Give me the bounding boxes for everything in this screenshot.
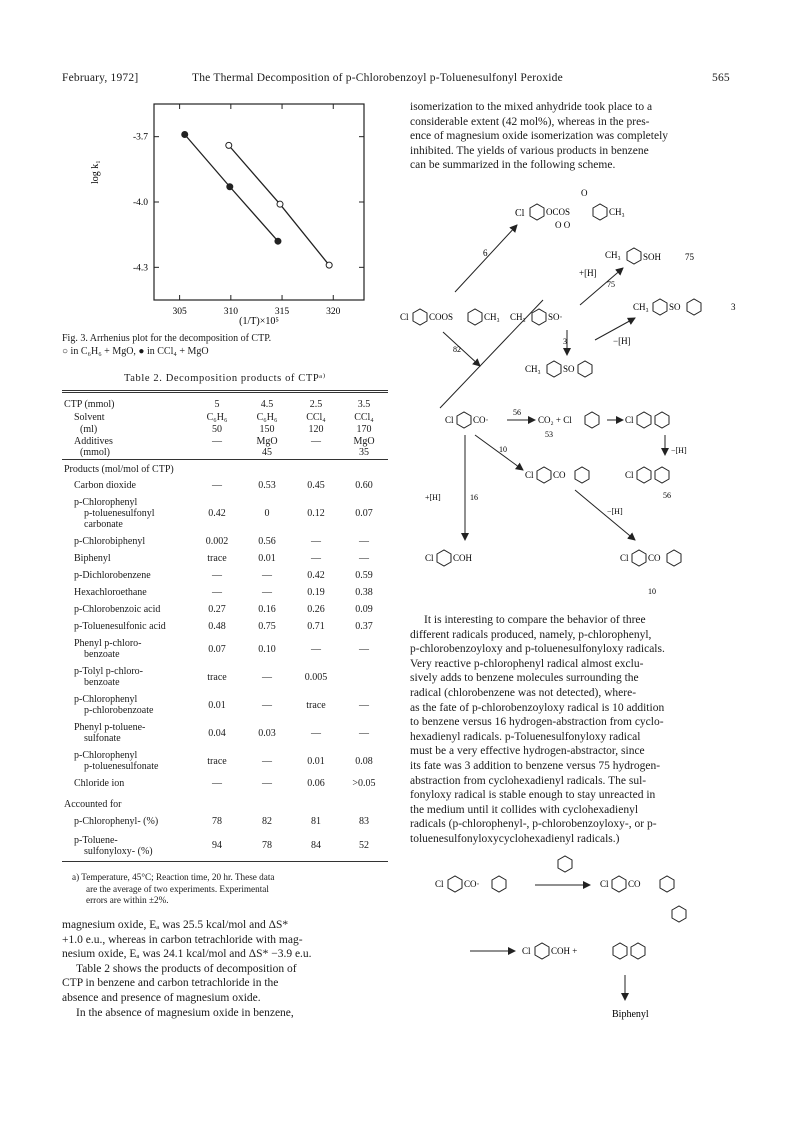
yield-label: 10 (499, 445, 507, 454)
table-row (62, 663, 388, 691)
row-label: p-Chlorobiphenyl (74, 536, 146, 547)
yield-label: 10 (648, 587, 656, 596)
row-label (62, 663, 192, 691)
benzene-ring (632, 550, 646, 566)
cell-value: 35 (359, 447, 369, 459)
cell-value: — (359, 536, 369, 547)
cell-value: 50 (212, 423, 222, 435)
cl-label: Cl (522, 946, 531, 956)
formula-fragment: COOS (429, 312, 454, 322)
cell-value: 0.10 (258, 643, 276, 655)
cell-value: 94 (192, 831, 242, 861)
benzene-ring (627, 248, 641, 264)
cell-value: 4.5 (260, 398, 274, 410)
row-label-line: p-Chlorophenyl (74, 497, 138, 508)
table-row (62, 584, 388, 601)
benzene-ring (413, 309, 427, 325)
cell-value: 52 (340, 831, 388, 861)
cell-value: — (262, 587, 272, 598)
benzene-ring (687, 299, 701, 315)
cell-value: 0.005 (304, 671, 328, 683)
table-footnote (72, 872, 382, 907)
text-line: as the fate of p-chlorobenzoyloxy radical is 10 addition (410, 701, 665, 714)
row-label: Hexachloroethane (74, 587, 147, 598)
cell-value: 0.16 (258, 604, 276, 615)
ch3-label: CH₃ (510, 312, 526, 322)
y-tick-label: -3.7 (132, 132, 148, 143)
benzene-ring (655, 467, 669, 483)
cell-value: 0.42 (208, 508, 226, 519)
cell-value: 0 (264, 508, 270, 519)
table-top-rule-2 (62, 392, 388, 393)
table-row (62, 618, 388, 635)
formula-fragment: CO (628, 879, 641, 889)
cell-value: 0.45 (307, 480, 325, 491)
cell-value: CCl₄ (354, 411, 374, 423)
text-line: toluenesulfonyloxycyclohexadienyl radicals.) (410, 832, 620, 845)
text-line: magnesium oxide, Eₐ was 25.5 kcal/mol and ΔS* (62, 919, 289, 931)
row-label: p-Dichlorobenzene (74, 570, 151, 581)
row-label: p-Toluenesulfonic acid (74, 621, 166, 632)
table-row (62, 635, 388, 663)
yield-label: 16 (470, 493, 478, 502)
table-row (62, 494, 388, 533)
formula-fragment: COH (453, 553, 473, 563)
cl-label: Cl (400, 312, 409, 322)
cell-value: — (262, 671, 272, 683)
formula-fragment: CO (648, 553, 661, 563)
cell-value: 82 (262, 816, 272, 827)
y-tick-label: -4.3 (132, 263, 148, 274)
text-line: Very reactive p-chlorophenyl radical almost exclu- (410, 657, 644, 670)
benzene-ring (612, 876, 626, 892)
cell-value: — (262, 755, 272, 767)
cell-value: 0.75 (258, 621, 276, 632)
cell-value: — (311, 435, 321, 447)
cell-value (340, 663, 388, 691)
ch3-label: CH₃ (605, 250, 621, 260)
hminus-label: −[H] (671, 446, 687, 455)
cell-value: 0.06 (307, 778, 325, 789)
ch3-label: CH₃ (525, 364, 541, 374)
text-line: radicals (p-chlorophenyl-, p-chlorobenzoyloxy-, or p- (410, 818, 657, 831)
bottom-scheme (430, 855, 740, 1035)
left-text (62, 918, 388, 1020)
cell-value: 45 (262, 447, 272, 459)
cell-value: 2.5 (309, 398, 323, 410)
row-label-line: Phenyl p-toluene- (74, 722, 146, 733)
text-line: In the absence of magnesium oxide in benzene, (76, 1006, 294, 1019)
text-line: absence and presence of magnesium oxide. (62, 991, 261, 1004)
data-point (277, 201, 283, 207)
cell-value: 0.26 (307, 604, 325, 615)
footnote-line1: a) Temperature, 45°C; Reaction time, 20 hr. These data (72, 872, 275, 882)
benzene-ring (637, 412, 651, 428)
text-line: considerable extent (42 mol%), whereas in the pres- (410, 115, 650, 128)
row-label: Biphenyl (74, 553, 111, 564)
cell-value: trace (207, 553, 227, 564)
benzene-ring (631, 943, 645, 959)
benzene-ring (578, 361, 592, 377)
data-point (275, 238, 281, 244)
x-tick-label: 315 (274, 307, 290, 317)
cell-value: — (262, 778, 272, 789)
cell-value: C₆H₆ (256, 411, 278, 423)
row-label: (ml) (80, 423, 98, 435)
cell-value: 170 (356, 423, 372, 435)
products-heading (62, 459, 388, 477)
row-label (62, 494, 192, 533)
row-label-line: p-Chlorophenyl (74, 750, 138, 761)
yield-label: 75 (685, 252, 694, 262)
cl-label: Cl (625, 470, 634, 480)
cell-value: 0.002 (205, 536, 229, 547)
row-label: Products (mol/mol of CTP) (62, 459, 388, 477)
yield-label: 56 (513, 408, 521, 417)
cell-value: >0.05 (352, 778, 376, 789)
cell-value: MgO (256, 435, 278, 447)
text-line: different radicals produced, namely, p-chlorophenyl, (410, 628, 652, 641)
benzene-ring (660, 876, 674, 892)
formula-fragment: O (581, 188, 588, 198)
cell-value: 78 (212, 816, 222, 827)
biphenyl-label: Biphenyl (612, 1009, 649, 1020)
text-line: Table 2 shows the products of decomposition of (76, 962, 297, 975)
cell-value: — (212, 570, 222, 581)
benzene-ring (457, 412, 471, 428)
cell-value: 0.37 (355, 621, 373, 632)
benzene-ring (667, 550, 681, 566)
cell-value: 0.09 (355, 604, 373, 615)
benzene-ring (575, 467, 589, 483)
row-label-line: p-Tolyl p-chloro- (74, 666, 144, 677)
cell-value: — (359, 643, 369, 655)
footnote-line3: errors are within ±2%. (86, 895, 169, 905)
table-row (62, 477, 388, 494)
text-line: can be summarized in the following scheme. (410, 159, 616, 172)
text-line: +1.0 e.u., whereas in carbon tetrachloride with mag- (62, 933, 303, 946)
benzene-ring (637, 467, 651, 483)
benzene-ring (593, 204, 607, 220)
cell-value: — (311, 553, 321, 564)
row-label: Solvent (74, 411, 105, 423)
y-tick-label: -4.0 (132, 198, 148, 208)
table-row (62, 567, 388, 584)
cell-value: 0.27 (208, 604, 226, 615)
cell-value: 0.12 (307, 508, 325, 519)
table-row (62, 775, 388, 792)
cell-value: MgO (353, 435, 375, 447)
data-point (326, 262, 332, 268)
reaction-scheme (395, 180, 750, 620)
cl-label: Cl (435, 879, 444, 889)
accounted-heading (62, 792, 388, 812)
row-label-line: p-toluenesulfonyl (84, 508, 155, 519)
cell-value: 0.48 (208, 621, 226, 632)
cl-label: Cl (525, 470, 534, 480)
cell-value (192, 447, 242, 459)
table-row (62, 601, 388, 618)
table-row (62, 747, 388, 775)
x-tick-label: 320 (326, 307, 341, 317)
yield-label: 6 (483, 248, 488, 258)
cell-value: 0.01 (258, 553, 276, 564)
cell-value: C₆H₆ (206, 411, 228, 423)
products-table (62, 397, 388, 862)
x-axis-label: (1/T)×10⁵ (239, 316, 279, 327)
right-top-text (410, 100, 735, 173)
formula-fragment: CH₃ (609, 207, 625, 217)
cell-value: 84 (292, 831, 340, 861)
table-row (62, 691, 388, 719)
benzene-ring (672, 906, 686, 922)
row-label (62, 691, 192, 719)
figure-caption-line2: ○ in C₆H₆ + MgO, ● in CCl₄ + MgO (62, 345, 209, 357)
cell-value: — (212, 587, 222, 598)
additives-row (62, 435, 388, 447)
ml-row (62, 423, 388, 435)
cell-value: trace (207, 671, 227, 683)
ch3-label: CH₃ (633, 302, 649, 312)
cell-value: — (311, 643, 321, 655)
y-axis-label: log k₁ (90, 160, 101, 184)
cell-value: — (212, 435, 222, 447)
benzene-ring (535, 943, 549, 959)
cl-label: Cl (425, 553, 434, 563)
row-label (62, 635, 192, 663)
cell-value: 0.42 (307, 570, 325, 581)
arrow (443, 332, 480, 366)
ctp-row (62, 397, 388, 411)
benzene-ring (492, 876, 506, 892)
cell-value: trace (306, 699, 326, 711)
table-row (62, 550, 388, 567)
cell-value (292, 447, 340, 459)
hplus-label: +[H] (579, 268, 597, 278)
text-line: abstraction from cyclohexadienyl radicals. The sul- (410, 774, 647, 787)
cl-label: Cl (445, 415, 454, 425)
row-label: CTP (mmol) (64, 398, 115, 410)
cell-value: 0.07 (355, 508, 373, 519)
right-mid-text (410, 613, 735, 847)
formula-fragment: CO· (473, 415, 489, 425)
hminus-label: −[H] (613, 336, 631, 346)
row-label (62, 719, 192, 747)
header-date: February, 1972] (62, 72, 139, 84)
cl-label: Cl (625, 415, 634, 425)
text-line: radical (chlorobenzene was not detected), where- (410, 686, 637, 699)
benzene-ring (655, 412, 669, 428)
row-label-line: p-Toluene- (74, 834, 118, 846)
row-label (62, 747, 192, 775)
cell-value: 0.08 (355, 755, 373, 767)
cell-value: 0.01 (307, 755, 325, 767)
mmol-row (62, 447, 388, 459)
header-title: The Thermal Decomposition of p-Chlorobenzoyl p-Toluenesulfonyl Peroxide (192, 72, 563, 84)
benzene-ring (653, 299, 667, 315)
text-line: sively adds to benzene molecules surrounding the (410, 672, 639, 685)
cell-value: 0.38 (355, 587, 373, 598)
arrow (455, 225, 517, 292)
benzene-ring (468, 309, 482, 325)
cell-value: CCl₄ (306, 411, 326, 423)
formula-fragment: CO· (464, 879, 480, 889)
cl-label: Cl (620, 553, 629, 563)
cell-value: 81 (311, 816, 321, 827)
formula-fragment: CH₃ (484, 312, 500, 322)
formula-fragment: COH + (551, 946, 578, 956)
x-tick-label: 310 (223, 307, 238, 317)
cell-value: — (359, 553, 369, 564)
benzene-ring (530, 204, 544, 220)
co2-label: CO₂ + Cl (538, 415, 572, 425)
row-label-line: benzoate (84, 677, 120, 688)
formula-fragment: O O (555, 220, 571, 230)
row-label: p-Chlorobenzoic acid (74, 604, 161, 615)
table-title: Table 2. Decomposition products of CTPᵃ⁾ (124, 373, 326, 384)
cl-label: Cl (515, 208, 525, 219)
row-label-line: p-Chlorophenyl (74, 694, 138, 705)
text-line: inhibited. The yields of various products in benzene (410, 144, 649, 157)
yield-label: 3 (563, 337, 567, 346)
row-label-line: carbonate (84, 519, 123, 530)
cell-value: 0.60 (355, 480, 373, 491)
hminus-label: −[H] (607, 507, 623, 516)
table-row (62, 719, 388, 747)
text-line: It is interesting to compare the behavior of three (424, 614, 646, 626)
cl-label: Cl (600, 879, 609, 889)
cell-value: 0.59 (355, 570, 373, 581)
text-line: to benzene versus 16 hydrogen-abstraction from cyclo- (410, 716, 664, 729)
benzene-ring (558, 856, 572, 872)
row-label (62, 831, 192, 861)
row-label-line: sulfonyloxy- (%) (84, 845, 153, 857)
yield-label: 3 (731, 302, 736, 312)
cell-value: 0.07 (208, 643, 226, 655)
formula-fragment: SO· (548, 312, 563, 322)
row-label-line: benzoate (84, 649, 120, 660)
row-label-line: Phenyl p-chloro- (74, 638, 142, 649)
data-point (182, 131, 188, 137)
text-line: CTP in benzene and carbon tetrachloride in the (62, 977, 279, 990)
cell-value: 0.04 (208, 727, 226, 739)
data-point (226, 142, 232, 148)
footnote-line2: are the average of two experiments. Experimental (86, 883, 269, 894)
cell-value: — (212, 480, 222, 491)
row-label-line: p-chlorobenzoate (84, 705, 154, 716)
benzene-ring (437, 550, 451, 566)
accounted-row (62, 831, 388, 861)
x-tick-label: 305 (172, 307, 187, 317)
yield-label: 82 (453, 345, 461, 354)
cell-value: 0.56 (258, 536, 276, 547)
row-label-line: p-toluenesulfonate (84, 761, 159, 772)
text-line: hexadienyl radicals. p-Toluenesulfonyloxy radical (410, 730, 641, 743)
formula-fragment: SO (669, 302, 681, 312)
text-line: the medium until it collides with cyclohexadienyl (410, 803, 639, 816)
formula-fragment: SOH (643, 252, 662, 262)
row-label: Additives (74, 435, 113, 447)
row-label: Accounted for (64, 798, 122, 810)
yield-label: 75 (607, 280, 615, 289)
page-number: 565 (712, 72, 730, 84)
benzene-ring (547, 361, 561, 377)
cell-value: 0.71 (307, 621, 325, 632)
table-row (62, 533, 388, 550)
cell-value: — (262, 699, 272, 711)
yield-label: 53 (545, 430, 553, 439)
benzene-ring (537, 467, 551, 483)
hplus-label: +[H] (425, 493, 441, 502)
row-label: p-Chlorophenyl- (%) (74, 816, 159, 827)
cell-value: 0.19 (307, 587, 325, 598)
text-line: ence of magnesium oxide isomerization was completely (410, 130, 669, 143)
data-point (227, 184, 233, 190)
benzene-ring (532, 309, 546, 325)
text-line: fonyloxy radical is stable enough to stay unreacted in (410, 789, 656, 802)
accounted-row (62, 812, 388, 831)
cell-value: — (359, 727, 369, 739)
row-label: (mmol) (80, 447, 110, 459)
formula-fragment: OCOS (546, 207, 571, 217)
cell-value: 150 (259, 423, 275, 435)
arrhenius-chart (70, 96, 370, 336)
cell-value: 120 (308, 423, 324, 435)
row-label: Chloride ion (74, 778, 125, 789)
benzene-ring (585, 412, 599, 428)
cell-value: — (262, 570, 272, 581)
row-label: Carbon dioxide (74, 480, 136, 491)
cell-value: — (212, 778, 222, 789)
cell-value: 78 (242, 831, 292, 861)
yield-label: 56 (663, 491, 671, 500)
text-line: p-chlorobenzoyloxy and p-toluenesulfonyloxy radicals. (410, 643, 665, 656)
cell-value: 0.53 (258, 480, 276, 491)
cell-value: — (359, 699, 369, 711)
cell-value: — (311, 536, 321, 547)
figure-caption (62, 333, 271, 358)
benzene-ring (448, 876, 462, 892)
cell-value: 5 (214, 398, 220, 410)
figure-caption-line1: Fig. 3. Arrhenius plot for the decomposition of CTP. (62, 333, 272, 344)
cell-value: 3.5 (357, 398, 371, 410)
cell-value: — (311, 727, 321, 739)
text-line: isomerization to the mixed anhydride took place to a (410, 101, 653, 113)
text-line: nesium oxide, Eₐ was 24.1 kcal/mol and ΔS* −3.9 e.u. (62, 948, 312, 961)
cell-value: 83 (359, 816, 369, 827)
cell-value: 0.01 (208, 699, 226, 711)
cell-value: 0.03 (258, 727, 276, 739)
solvent-row (62, 411, 388, 423)
text-line: must be a very effective hydrogen-abstractor, since (410, 745, 645, 758)
formula-fragment: SO (563, 364, 575, 374)
table-top-rule (62, 390, 388, 391)
arrow (575, 490, 635, 540)
formula-fragment: CO (553, 470, 566, 480)
benzene-ring (613, 943, 627, 959)
cell-value: trace (207, 755, 227, 767)
text-line: its fate was 3 addition to benzene versus 75 hydrogen- (410, 759, 661, 772)
row-label-line: sulfonate (84, 733, 121, 744)
